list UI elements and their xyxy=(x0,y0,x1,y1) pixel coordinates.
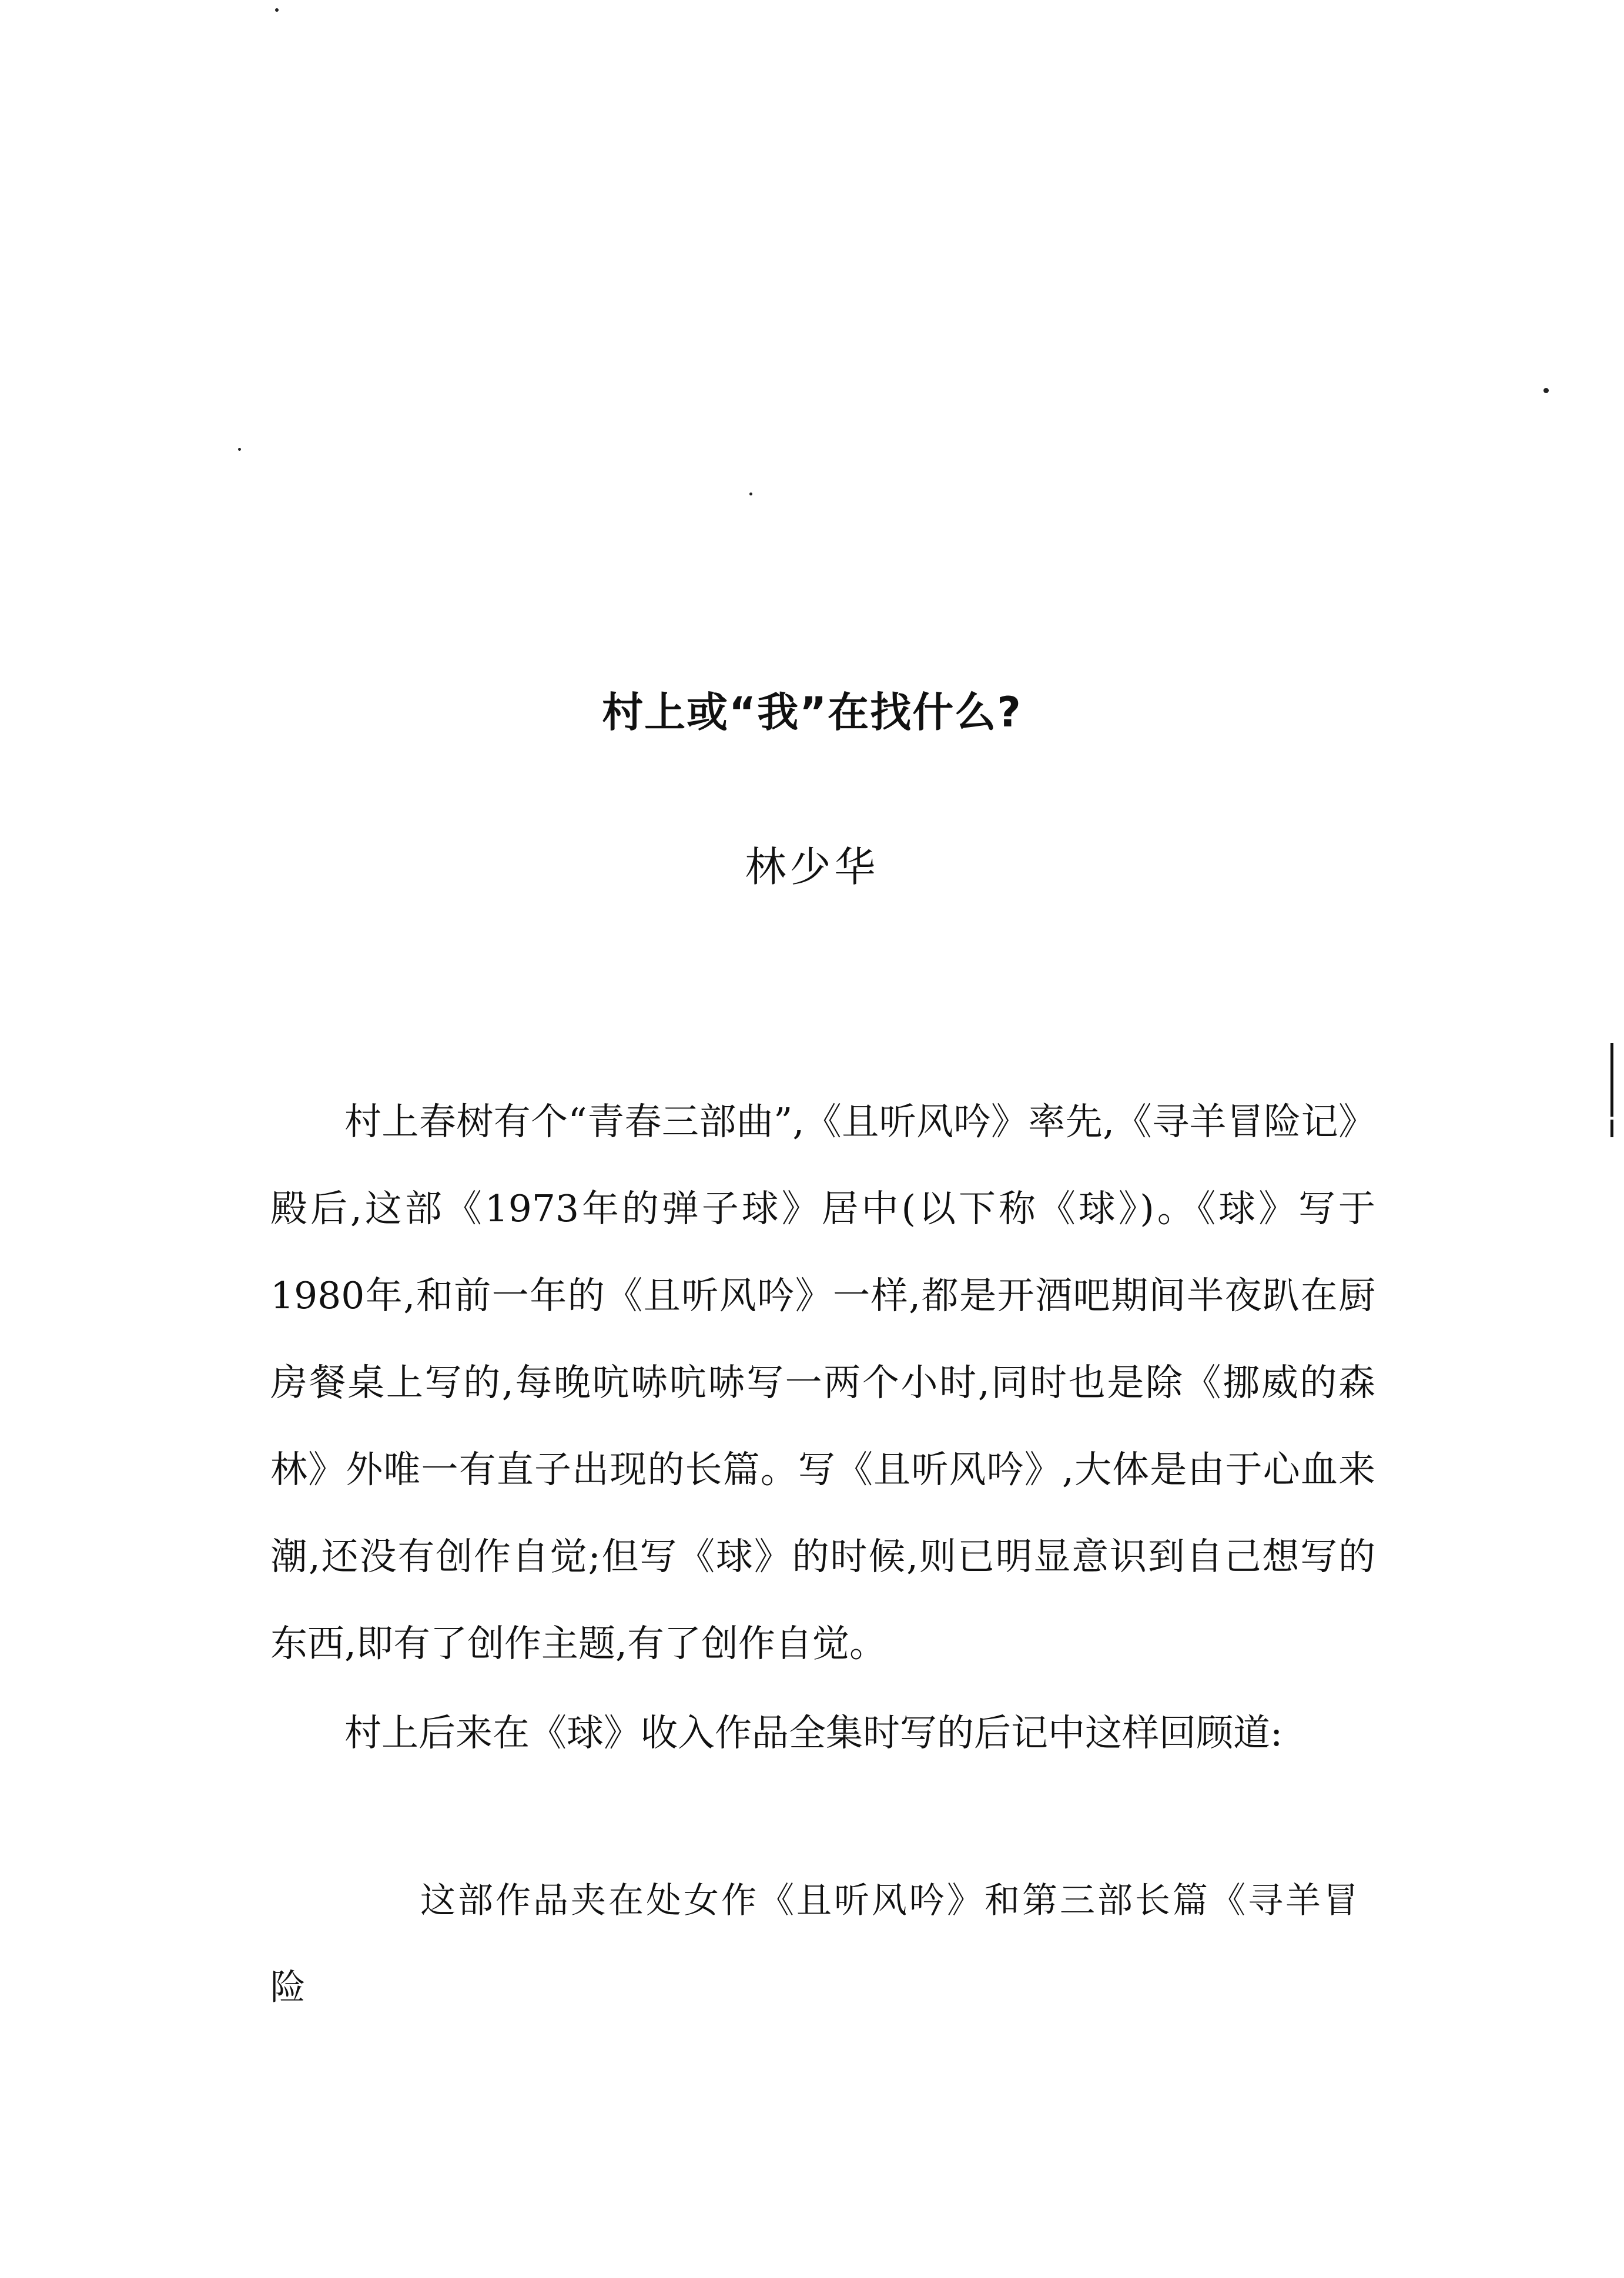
scan-edge-mark xyxy=(1610,1120,1613,1137)
scan-edge-mark xyxy=(1610,1043,1613,1117)
body-paragraph: 村上春树有个“青春三部曲”,《且听风吟》率先,《寻羊冒险记》殿后,这部《1973年的弹子球》居中(以下称《球》)。《球》写于1980年,和前一年的《且听风吟》一样,都是开酒吧期间半夜趴在厨房餐桌上写的,每晚吭哧吭哧写一两个小时,同时也是除《挪威的森林》外唯一有直子出现的长篇。写《且听风吟》,大体是由于心血来潮,还没有创作自觉;但写《球》的时候,则已明显意识到自己想写的东西,即有了创作主题,有了创作自觉。 xyxy=(270,1100,1375,1665)
scan-speck xyxy=(749,493,752,495)
scan-speck xyxy=(275,8,279,12)
block-quote: 这部作品夹在处女作《且听风吟》和第三部长篇《寻羊冒险 xyxy=(270,1880,1361,2008)
body-paragraph: 村上后来在《球》收入作品全集时写的后记中这样回顾道: xyxy=(344,1711,1283,1754)
scan-speck xyxy=(238,448,241,451)
scan-speck xyxy=(1543,388,1549,393)
article-title: 村上或“我”在找什么? xyxy=(602,688,1022,736)
article-author: 林少华 xyxy=(745,843,879,891)
